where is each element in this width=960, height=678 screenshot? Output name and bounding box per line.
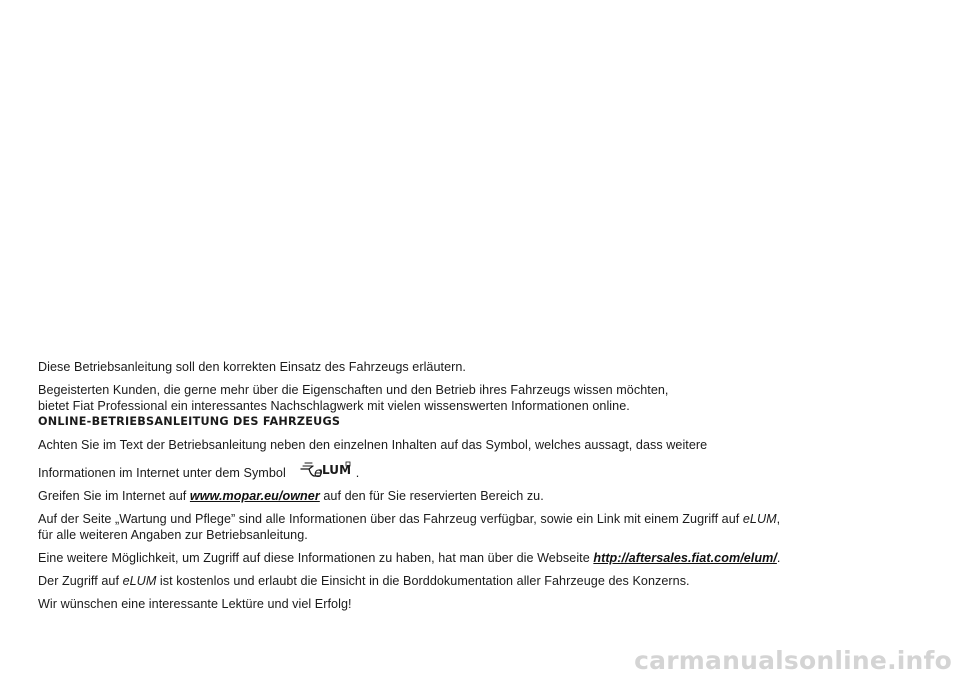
paragraph-line: für alle weiteren Angaben zur Betriebsanleitung.: [38, 528, 308, 542]
paragraph-text: .: [355, 466, 360, 480]
paragraph-line: [38, 460, 918, 481]
paragraph-text: ,: [776, 512, 781, 526]
paragraph-text: Auf der Seite „Wartung und Pflege” sind alle Informationen über das Fahrzeug verfügbar, sowie ein Link mit einem Zugriff auf: [38, 512, 743, 526]
paragraph-text: Informationen im Internet unter dem Symbol: [38, 466, 286, 480]
paragraph-line: [38, 488, 918, 504]
paragraph-text: auf den für Sie reservierten Bereich zu.: [319, 489, 544, 503]
svg-text:LUM: LUM: [321, 463, 351, 477]
paragraph-text: Greifen Sie im Internet auf: [38, 489, 190, 503]
paragraph-text: ist kostenlos und erlaubt die Einsicht in die Borddokumentation aller Fahrzeuge des Konzerns.: [156, 574, 690, 588]
mopar-owner-link[interactable]: www.mopar.eu/owner: [189, 489, 320, 503]
paragraph-line: [38, 550, 918, 566]
watermark: carmanualsonline.info: [634, 646, 952, 675]
elum-hand-symbol-icon: [300, 460, 352, 480]
elum-term: eLUM: [122, 574, 157, 588]
paragraph-line: [38, 573, 918, 589]
elum-term: eLUM: [742, 512, 777, 526]
svg-text:e: e: [313, 466, 322, 480]
paragraph-line: Achten Sie im Text der Betriebsanleitung neben den einzelnen Inhalten auf das Symbol, welches aussagt, dass weitere: [38, 438, 708, 452]
intro-paragraph-line: Begeisterten Kunden, die gerne mehr über die Eigenschaften und den Betrieb ihres Fahrzeugs wissen möchten,: [38, 383, 669, 397]
paragraph-text: Eine weitere Möglichkeit, um Zugriff auf diese Informationen zu haben, hat man über die Webseite: [38, 551, 594, 565]
section-heading: ONLINE-BETRIEBSANLEITUNG DES FAHRZEUGS: [38, 415, 341, 428]
closing-line: Wir wünschen eine interessante Lektüre und viel Erfolg!: [38, 597, 352, 611]
paragraph-text: Der Zugriff auf: [38, 574, 123, 588]
intro-paragraph-line: bietet Fiat Professional ein interessantes Nachschlagwerk mit vielen wissenswerten Informationen online.: [38, 399, 630, 413]
document-body: [38, 359, 918, 612]
paragraph-text: .: [776, 551, 781, 565]
intro-line: Diese Betriebsanleitung soll den korrekten Einsatz des Fahrzeugs erläutern.: [38, 360, 466, 374]
paragraph-line: [38, 511, 918, 527]
aftersales-elum-link[interactable]: http://aftersales.fiat.com/elum/: [593, 551, 777, 565]
